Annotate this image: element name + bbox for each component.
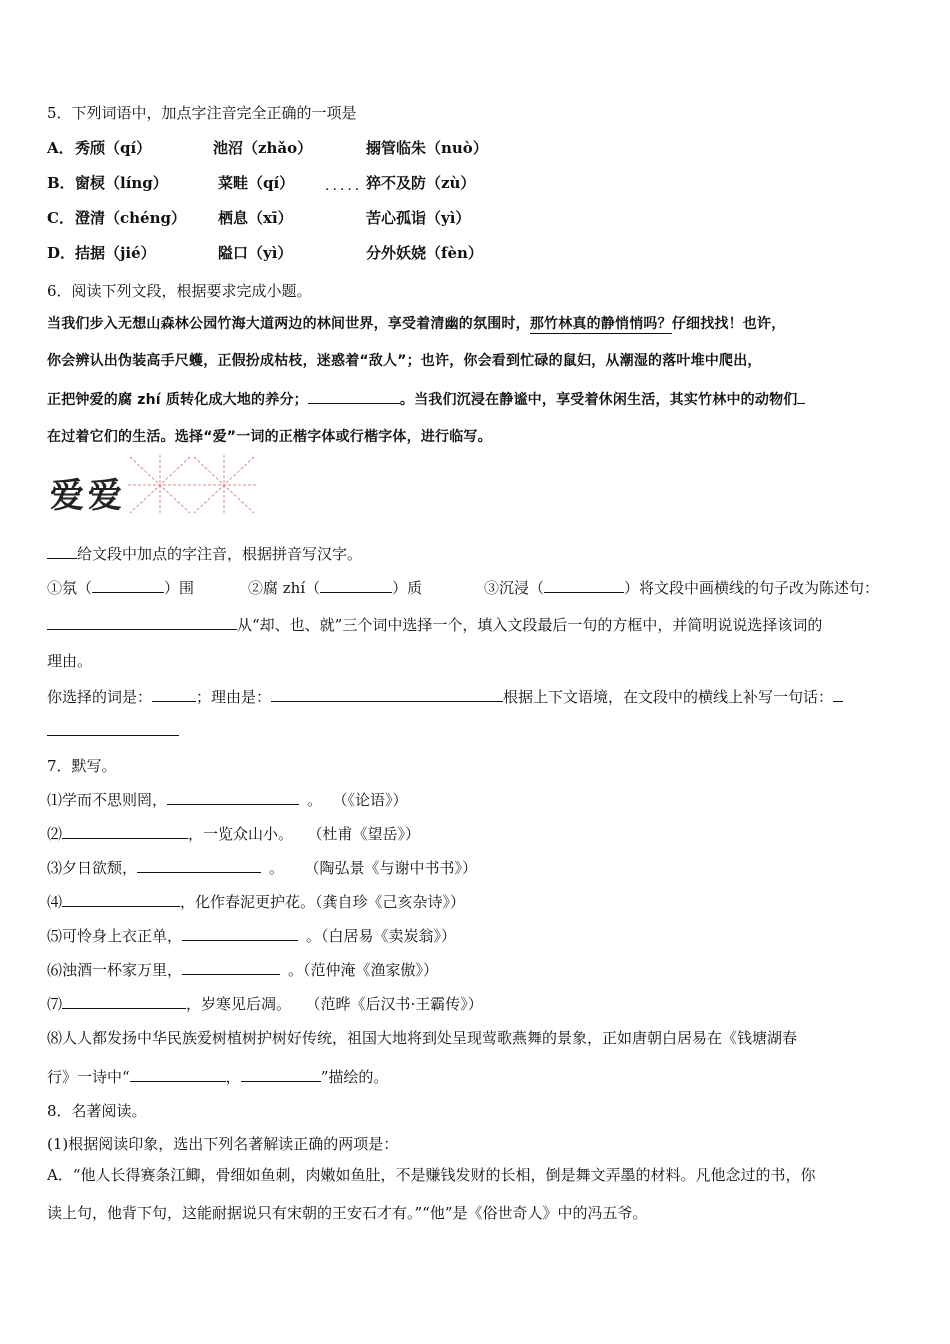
q5-option-word: 猝不及防（zù） xyxy=(366,174,476,192)
q5-option-label: A． xyxy=(47,139,74,157)
q5-option-word: 搦管临朱（nuò） xyxy=(366,139,488,157)
q5-option-word: 分外妖娆（fèn） xyxy=(366,244,483,262)
answer-blank[interactable] xyxy=(544,577,624,593)
q5-option-word: 苦心孤诣（yì） xyxy=(366,209,471,227)
q7-item: ⑺ ，岁寒见后凋。 （范晔《后汉书·王霸传》） xyxy=(47,995,483,1013)
q7-item: ⑹浊酒一杯家万里， 。（范仲淹《渔家傲》） xyxy=(47,961,439,979)
answer-blank[interactable] xyxy=(47,720,179,736)
answer-blank[interactable] xyxy=(130,1066,226,1082)
q5-option-label: B． xyxy=(47,174,75,192)
q5-option-word: 池沼（zhǎo） xyxy=(213,139,313,157)
q6-fill-2: ②腐 zhí（ ）质 xyxy=(248,579,423,597)
passage-line-1: 当我们步入无想山森林公园竹海大道两边的林间世界，享受着清幽的氛围时，那竹林真的静悄悄吗？仔细找找！也许， xyxy=(47,313,785,334)
answer-blank[interactable] xyxy=(47,614,237,630)
q6-fill-1: ①氛（ ）围 xyxy=(47,579,195,597)
answer-blank[interactable] xyxy=(833,686,843,702)
answer-blank[interactable] xyxy=(182,959,280,975)
passage-line-2: 你会辨认出伪装高手尺蠖，正假扮成枯枝，迷惑着“敌人”；也许，你会看到忙碌的鼠妇，从潮湿的落叶堆中爬出， xyxy=(47,353,762,369)
answer-blank[interactable] xyxy=(62,993,186,1009)
emphasis-dots: ..... xyxy=(325,178,363,194)
passage-blank[interactable] xyxy=(308,388,400,404)
calligraphy-grid[interactable] xyxy=(128,455,258,515)
q5-option-word: 秀颀（qí） xyxy=(75,139,152,157)
q7-item: ⑶夕日欲颓， 。 （陶弘景《与谢中书书》） xyxy=(47,859,478,877)
passage-box[interactable] xyxy=(797,388,805,404)
q5-option-word: 澄清（chéng） xyxy=(75,209,186,227)
q7-item: ⑴学而不思则罔， 。 （《论语》） xyxy=(47,791,408,809)
q8-option-a-cont: 读上句，他背下句，这能耐据说只有宋朝的王安石才有。”“他”是《俗世奇人》中的冯五爷。 xyxy=(47,1204,648,1222)
q5-option-label: D． xyxy=(47,244,76,262)
q7-stem: 7．默写。 xyxy=(47,757,117,775)
q5-option-word: 窗棂（líng） xyxy=(75,174,168,192)
q7-item: ⑷ ，化作春泥更护花。（龚自珍《己亥杂诗》） xyxy=(47,893,466,911)
answer-blank[interactable] xyxy=(182,925,298,941)
q6-sub3b: 理由。 xyxy=(47,652,93,670)
answer-blank[interactable] xyxy=(241,1066,321,1082)
answer-blank[interactable] xyxy=(62,891,180,907)
answer-blank[interactable] xyxy=(152,686,196,702)
answer-blank[interactable] xyxy=(62,823,188,839)
answer-blank[interactable] xyxy=(167,789,299,805)
q6-choice-line: 你选择的词是： ；理由是： 根据上下文语境，在文段中的横线上补写一句话： xyxy=(47,686,843,707)
q5-option-label: C． xyxy=(47,209,74,227)
answer-blank[interactable] xyxy=(47,543,77,559)
passage-line-4: 在过着它们的生活。选择“爱”一词的正楷字体或行楷字体，进行临写。 xyxy=(47,429,492,445)
passage-line-3: 正把钟爱的腐 zhí 质转化成大地的养分； 。当我们沉浸在静谧中，享受着休闲生活，其实竹林中的动物们 xyxy=(47,388,805,409)
q7-item-8-cont: 行》一诗中“ ， ”描绘的。 xyxy=(47,1068,389,1086)
q5-stem: 5．下列词语中，加点字注音完全正确的一项是 xyxy=(47,104,357,122)
answer-blank[interactable] xyxy=(92,577,164,593)
calligraphy-sample: 爱爱 xyxy=(50,476,126,516)
q5-option-word: 隘口（yì） xyxy=(218,244,293,262)
q8-option-a: A．“他人长得赛条江鲫，骨细如鱼刺，肉嫩如鱼肚，不是赚钱发财的长相，倒是舞文弄墨的材料。凡他念过的书，你 xyxy=(47,1166,816,1184)
answer-blank[interactable] xyxy=(320,577,392,593)
q7-item: ⑸可怜身上衣正单， 。（白居易《卖炭翁》） xyxy=(47,927,457,945)
q5-option-word: 菜畦（qí） xyxy=(218,174,295,192)
answer-blank[interactable] xyxy=(271,686,503,702)
underlined-sentence: 那竹林真的静悄悄吗？ xyxy=(530,313,672,334)
q5-option-word: 拮据（jié） xyxy=(75,244,156,262)
q6-sub1: 给文段中加点的字注音，根据拼音写汉字。 xyxy=(47,543,362,564)
q7-item: ⑵ ，一览众山小。 （杜甫《望岳》） xyxy=(47,825,421,843)
q6-sub3: 从“却、也、就”三个词中选择一个，填入文段最后一句的方框中，并简明说说选择该词的 xyxy=(47,614,822,635)
answer-blank[interactable] xyxy=(137,857,261,873)
q6-answer-line xyxy=(47,720,179,741)
q8-stem: 8．名著阅读。 xyxy=(47,1102,147,1120)
q5-option-word: 栖息（xī） xyxy=(218,209,293,227)
q8-sub1: (1)根据阅读印象，选出下列名著解读正确的两项是： xyxy=(47,1135,399,1153)
q6-stem: 6．阅读下列文段，根据要求完成小题。 xyxy=(47,282,312,300)
q6-fill-3: ③沉浸（ ）将文段中画横线的句子改为陈述句： xyxy=(484,579,880,597)
q7-item-8: ⑻人人都发扬中华民族爱树植树护树好传统，祖国大地将到处呈现莺歌燕舞的景象，正如唐朝白居易在《钱塘湖春 xyxy=(47,1029,798,1047)
